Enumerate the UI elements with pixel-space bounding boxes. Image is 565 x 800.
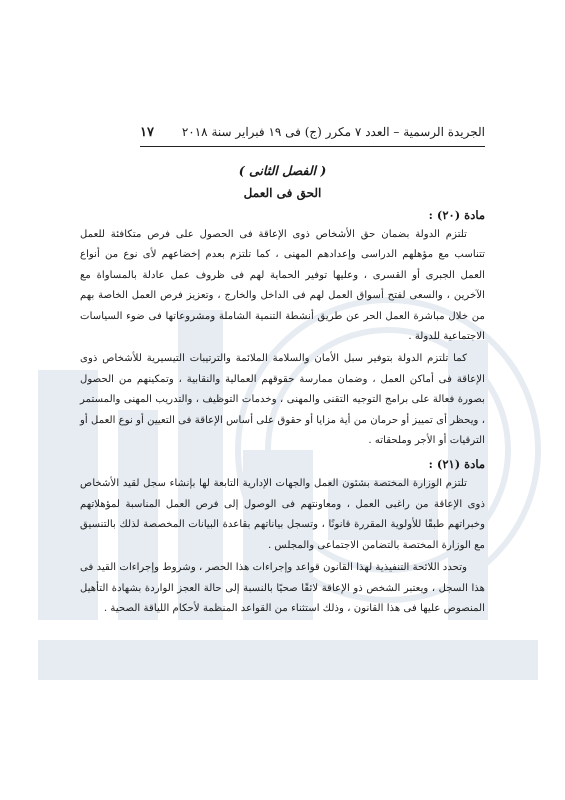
page-header — [140, 125, 485, 147]
article-paragraph: تلتزم الدولة بضمان حق الأشخاص ذوى الإعاقة فى الحصول على فرص متكافئة للعمل تتناسب مع مؤهلهم الدراسى وإعدادهم المهنى ، كما تلتزم بعدم إخضاعهم لأى نوع من أنواع العمل الجبرى أو القسرى ، وعليها توفير الحماية لهم فى ظروف عمل عادلة بالمساواة مع الآخرين ، والسعى لفتح أسواق العمل لهم فى الداخل والخارج ، وتعزيز فرص العمل الخاصة بهم من خلال مباشرة العمل الحر عن طريق أنشطة التنمية الشاملة ومشروعاتها فى ضوء السياسات الاجتماعية للدولة . — [80, 229, 485, 343]
gazette-title: الجريدة الرسمية – العدد ٧ مكرر (ج) فى ١٩ فبراير سنة ٢٠١٨ — [181, 125, 485, 139]
page-number: ١٧ — [140, 125, 154, 140]
article-21 — [80, 457, 485, 619]
article-paragraph: تلتزم الوزارة المختصة بشئون العمل والجهات الإدارية التابعة لها بإنشاء سجل لقيد الأشخاص ذوى الإعاقة من راغبى العمل ، ومعاونتهم فى الوصول إلى فرص العمل المناسبة لمؤهلاتهم وخبراتهم طبقًا للأولوية المقررة قانونًا ، وتسجل بياناتهم بقاعدة البيانات المخصصة لذلك بالتنسيق مع الوزارة المختصة بالتضامن الاجتماعى والمجلس . — [80, 478, 485, 551]
chapter-subtitle: الحق فى العمل — [243, 186, 322, 200]
document-page — [80, 125, 485, 621]
article-title: مادة (٢١) : — [428, 457, 485, 472]
article-20 — [80, 208, 485, 451]
chapter-title: ( الفصل الثانى ) — [238, 163, 327, 178]
article-paragraph: وتحدد اللائحة التنفيذية لهذا القانون قواعد وإجراءات هذا الحصر ، وشروط وإجراءات القيد فى هذا السجل ، ويعتبر الشخص ذو الإعاقة لائقًا صحيًا بالنسبة إلى حالة العجز الواردة بشهادة التأهيل المنصوص عليها فى هذا القانون ، وذلك استثناء من القواعد المنظمة لأحكام اللياقة الصحية . — [80, 562, 485, 614]
article-title: مادة (٢٠) : — [428, 208, 485, 222]
article-paragraph: كما تلتزم الدولة بتوفير سبل الأمان والسلامة الملائمة والترتيبات التيسيرية للأشخاص ذوى الإعاقة فى أماكن العمل ، وضمان ممارسة حقوقهم العمالية والنقابية ، وتمكينهم من الحصول بصورة فعالة على برامج التوجيه التقنى والمهنى ، وخدمات التوظيف ، والتدريب المهنى والمستمر ، ويحظر أى تمييز أو حرمان من أية مزايا أو حقوق على أساس الإعاقة فى التعيين أو نوع العمل أو الترقيات أو الأجر وملحقاته . — [79, 353, 485, 447]
